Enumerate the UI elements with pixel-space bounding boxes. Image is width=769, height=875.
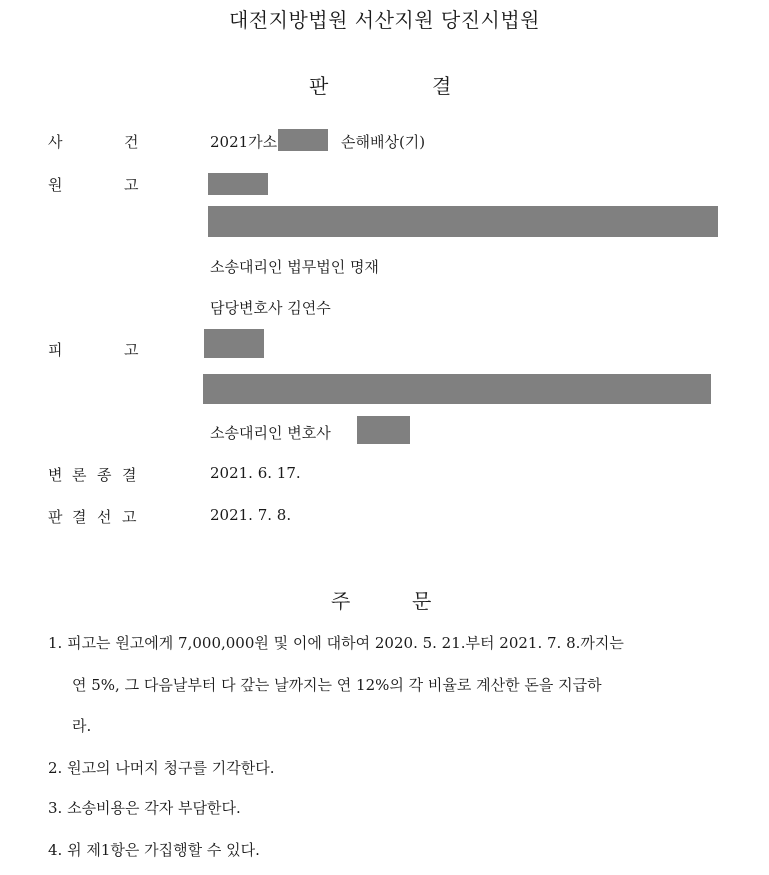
plaintiff-lawyer: 담당변호사 김연수 bbox=[210, 299, 331, 317]
judgment-label-1: 판 bbox=[48, 508, 63, 526]
order-title-char-1: 주 bbox=[331, 589, 351, 613]
plaintiff-label-2: 고 bbox=[124, 176, 139, 194]
order-item-3: 3. 소송비용은 각자 부담한다. bbox=[48, 799, 241, 817]
case-label-2: 건 bbox=[124, 133, 139, 151]
title-char-2: 결 bbox=[432, 74, 452, 98]
redaction-defendant-address bbox=[203, 374, 711, 404]
redaction-defendant-name bbox=[204, 329, 264, 358]
judgment-label-4: 고 bbox=[122, 508, 137, 526]
plaintiff-counsel: 소송대리인 법무법인 명재 bbox=[210, 258, 379, 276]
hearing-label-1: 변 bbox=[48, 466, 63, 484]
title-char-1: 판 bbox=[309, 74, 329, 98]
order-item-1-line-2: 연 5%, 그 다음날부터 다 갚는 날까지는 연 12%의 각 비율로 계산한 돈을 지급하 bbox=[72, 676, 602, 694]
case-label-1: 사 bbox=[48, 133, 63, 151]
judgment-date: 2021. 7. 8. bbox=[210, 506, 292, 524]
hearing-label-4: 결 bbox=[122, 466, 137, 484]
defendant-label-1: 피 bbox=[48, 341, 63, 359]
judgment-label-2: 결 bbox=[72, 508, 87, 526]
order-item-4: 4. 위 제1항은 가집행할 수 있다. bbox=[48, 841, 260, 859]
hearing-label-2: 론 bbox=[72, 466, 87, 484]
order-item-1-line-3: 라. bbox=[72, 717, 92, 735]
case-name: 손해배상(기) bbox=[341, 133, 426, 151]
court-name: 대전지방법원 서산지원 당진시법원 bbox=[228, 8, 540, 32]
hearing-label-3: 종 bbox=[97, 466, 112, 484]
redaction-plaintiff-address bbox=[208, 206, 718, 237]
redaction-plaintiff-name bbox=[208, 173, 268, 195]
defendant-label-2: 고 bbox=[124, 341, 139, 359]
case-number: 2021가소 bbox=[210, 133, 278, 151]
redaction-case-number bbox=[278, 129, 328, 151]
judgment-label-3: 선 bbox=[97, 508, 112, 526]
plaintiff-label-1: 원 bbox=[48, 176, 63, 194]
order-item-2: 2. 원고의 나머지 청구를 기각한다. bbox=[48, 759, 275, 777]
defendant-counsel: 소송대리인 변호사 bbox=[210, 424, 331, 442]
order-item-1-line-1: 1. 피고는 원고에게 7,000,000원 및 이에 대하여 2020. 5. 21.부터 2021. 7. 8.까지는 bbox=[48, 634, 624, 652]
redaction-defendant-lawyer bbox=[357, 416, 410, 444]
hearing-date: 2021. 6. 17. bbox=[210, 464, 301, 482]
order-title-char-2: 문 bbox=[412, 589, 432, 613]
